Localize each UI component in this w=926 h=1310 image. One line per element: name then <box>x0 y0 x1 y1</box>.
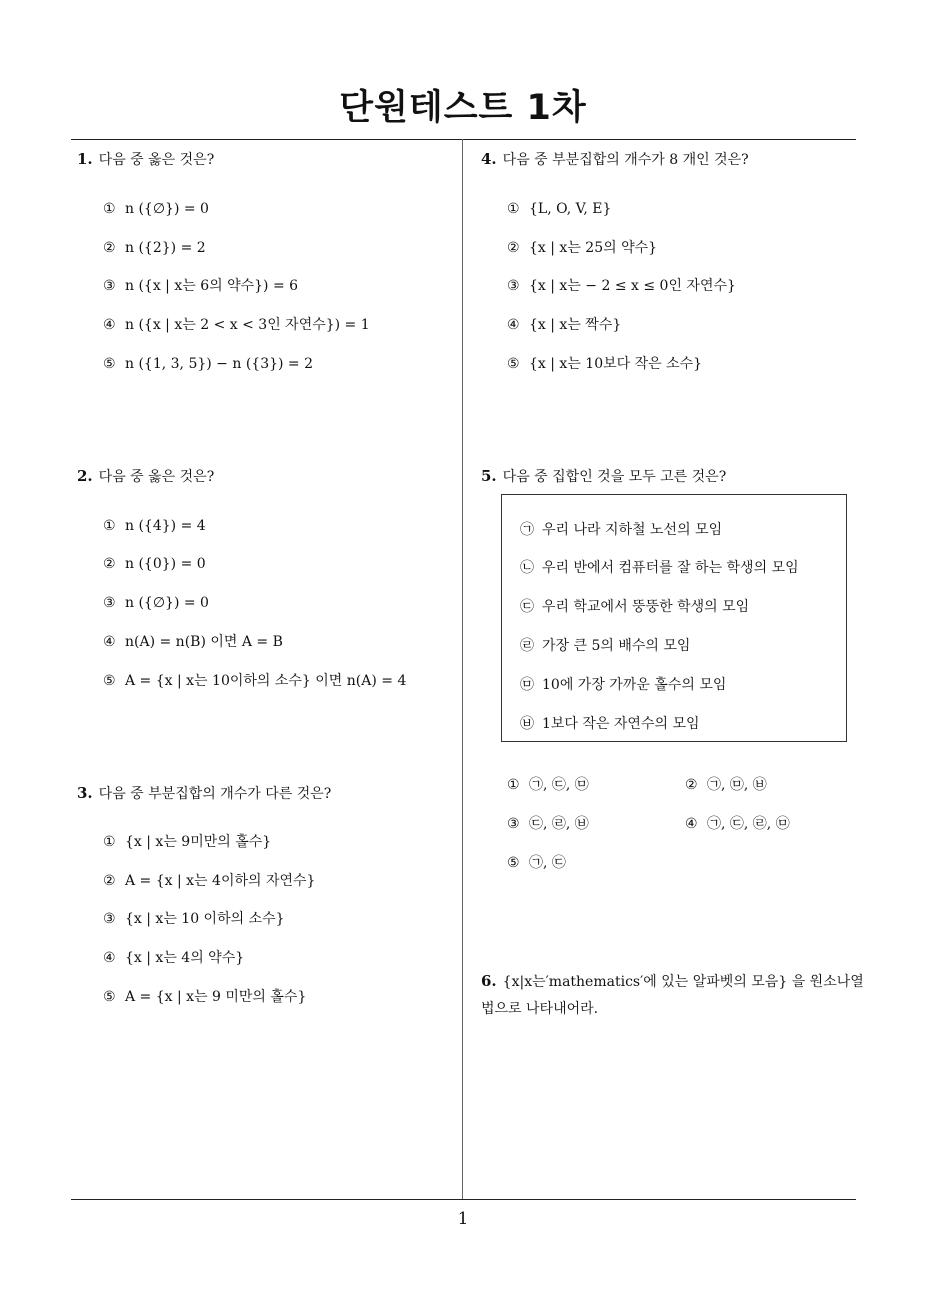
option[interactable] <box>103 238 206 258</box>
option[interactable] <box>103 354 313 374</box>
option-mark: ① <box>507 777 520 793</box>
question-number: 6. <box>481 972 497 990</box>
option-mark: ⑤ <box>103 673 116 689</box>
option-mark: ④ <box>103 634 116 650</box>
option-mark: ③ <box>103 595 116 611</box>
option-text: {x | x는 25의 약수} <box>529 240 658 256</box>
item-mark: ㉢ <box>520 599 534 615</box>
option-mark: ② <box>685 777 698 793</box>
option-text: n ({1, 3, 5}) − n ({3}) = 2 <box>125 356 314 372</box>
box-item <box>520 636 690 656</box>
box-item <box>520 675 726 695</box>
option[interactable] <box>103 871 315 891</box>
option-mark: ③ <box>103 278 116 294</box>
top-rule <box>71 139 856 140</box>
option-text: ㉠, ㉢, ㉤ <box>529 777 589 793</box>
option-mark: ① <box>103 518 116 534</box>
option-text: {x | x는 4의 약수} <box>125 950 245 966</box>
box-item <box>520 597 749 617</box>
question-1 <box>77 149 214 170</box>
statement-box <box>501 494 847 742</box>
question-prompt: 다음 중 옳은 것은? <box>98 152 215 168</box>
option[interactable] <box>103 315 370 335</box>
option-text: n ({x | x는 6의 약수}) = 6 <box>125 278 299 294</box>
option[interactable] <box>103 199 209 219</box>
question-number: 2. <box>77 467 93 485</box>
option-text: n ({∅}) = 0 <box>125 595 209 611</box>
item-text: 우리 학교에서 뚱뚱한 학생의 모임 <box>542 599 750 615</box>
question-prompt: {x|x는′mathematics′에 있는 알파벳의 모음} 을 원소나열법으로 나타내어라. <box>481 974 864 1017</box>
option[interactable] <box>103 276 298 296</box>
option-mark: ④ <box>507 317 520 333</box>
page-number: 1 <box>457 1209 469 1229</box>
option-mark: ① <box>103 201 116 217</box>
option-mark: ② <box>103 873 116 889</box>
item-text: 우리 나라 지하철 노선의 모임 <box>542 522 723 538</box>
option[interactable] <box>507 199 611 219</box>
option[interactable] <box>507 315 621 335</box>
option[interactable] <box>685 814 790 834</box>
option-mark: ④ <box>103 317 116 333</box>
option-mark: ⑤ <box>507 855 520 871</box>
option[interactable] <box>507 853 566 873</box>
option-text: n ({x | x는 2 < x < 3인 자연수}) = 1 <box>125 317 370 333</box>
question-number: 1. <box>77 150 93 168</box>
option-mark: ③ <box>103 911 116 927</box>
option[interactable] <box>507 354 702 374</box>
option-text: {x | x는 10보다 작은 소수} <box>529 356 703 372</box>
option[interactable] <box>103 832 271 852</box>
box-item <box>520 520 722 540</box>
option[interactable] <box>103 909 285 929</box>
option[interactable] <box>103 516 206 536</box>
option-text: {x | x는 − 2 ≤ x ≤ 0인 자연수} <box>529 278 736 294</box>
option-text: n ({0}) = 0 <box>125 556 206 572</box>
option-text: ㉠, ㉤, ㉥ <box>707 777 767 793</box>
option-text: n ({2}) = 2 <box>125 240 206 256</box>
page-title: 단원테스트 1차 <box>339 88 587 128</box>
option-mark: ④ <box>103 950 116 966</box>
question-3 <box>77 783 331 804</box>
item-mark: ㉣ <box>520 638 534 654</box>
option-text: n(A) = n(B) 이면 A = B <box>125 634 283 650</box>
item-text: 우리 반에서 컴퓨터를 잘 하는 학생의 모임 <box>542 560 799 576</box>
option-text: A = {x | x는 10이하의 소수} 이면 n(A) = 4 <box>125 673 407 689</box>
option-mark: ① <box>507 201 520 217</box>
option[interactable] <box>103 948 244 968</box>
item-text: 1보다 작은 자연수의 모임 <box>542 716 700 732</box>
item-mark: ㉠ <box>520 522 534 538</box>
item-mark: ㉡ <box>520 560 534 576</box>
item-mark: ㉤ <box>520 677 534 693</box>
option[interactable] <box>507 814 589 834</box>
option[interactable] <box>103 593 209 613</box>
option-mark: ② <box>507 240 520 256</box>
question-number: 5. <box>481 467 497 485</box>
option[interactable] <box>507 775 589 795</box>
option-text: {x | x는 9미만의 홀수} <box>125 834 272 850</box>
question-5 <box>481 466 726 487</box>
option[interactable] <box>685 775 767 795</box>
option-mark: ② <box>103 240 116 256</box>
option-mark: ④ <box>685 816 698 832</box>
option-mark: ③ <box>507 278 520 294</box>
question-number: 4. <box>481 150 497 168</box>
box-item <box>520 558 799 578</box>
option-mark: ③ <box>507 816 520 832</box>
option[interactable] <box>507 276 736 296</box>
question-prompt: 다음 중 부분집합의 개수가 다른 것은? <box>98 786 332 802</box>
question-number: 3. <box>77 784 93 802</box>
item-mark: ㉥ <box>520 716 534 732</box>
option[interactable] <box>103 671 406 691</box>
option-mark: ⑤ <box>103 989 116 1005</box>
option[interactable] <box>507 238 657 258</box>
bottom-rule <box>71 1199 856 1200</box>
option-text: n ({∅}) = 0 <box>125 201 209 217</box>
option-text: ㉢, ㉣, ㉥ <box>529 816 589 832</box>
question-2 <box>77 466 214 487</box>
option-text: {x | x는 짝수} <box>529 317 622 333</box>
item-text: 10에 가장 가까운 홀수의 모임 <box>542 677 727 693</box>
option-text: ㉠, ㉢ <box>529 855 566 871</box>
question-prompt: 다음 중 옳은 것은? <box>98 469 215 485</box>
option[interactable] <box>103 987 306 1007</box>
option-mark: ⑤ <box>507 356 520 372</box>
question-4 <box>481 149 749 170</box>
question-6 <box>481 968 866 1023</box>
item-text: 가장 큰 5의 배수의 모임 <box>542 638 691 654</box>
box-item <box>520 714 700 734</box>
column-divider <box>462 139 463 1199</box>
question-prompt: 다음 중 집합인 것을 모두 고른 것은? <box>502 469 727 485</box>
option-mark: ⑤ <box>103 356 116 372</box>
option-text: {L, O, V, E} <box>529 201 612 217</box>
option-text: A = {x | x는 9 미만의 홀수} <box>125 989 307 1005</box>
option-text: A = {x | x는 4이하의 자연수} <box>125 873 316 889</box>
option[interactable] <box>103 632 283 652</box>
option-text: n ({4}) = 4 <box>125 518 206 534</box>
option-mark: ② <box>103 556 116 572</box>
option-text: {x | x는 10 이하의 소수} <box>125 911 285 927</box>
option-text: ㉠, ㉢, ㉣, ㉤ <box>707 816 790 832</box>
question-prompt: 다음 중 부분집합의 개수가 8 개인 것은? <box>502 152 749 168</box>
option-mark: ① <box>103 834 116 850</box>
option[interactable] <box>103 554 206 574</box>
